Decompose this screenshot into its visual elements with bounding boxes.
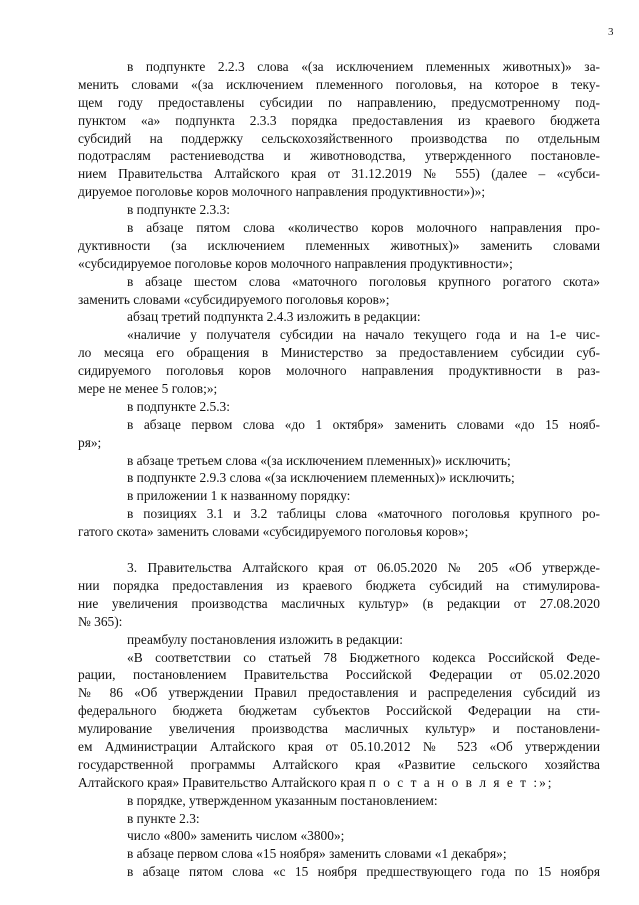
text-line-content: сидируемого поголовья коров молочного направления продуктивности в раз- [78,363,600,379]
text-line [78,308,600,326]
text-line-spaced: п о с т а н о в л я е т :»; [368,774,554,790]
text-line [78,237,600,255]
text-line-content: число «800» заменить числом «3800»; [127,828,345,844]
text-line [78,774,600,792]
text-line-content: щем году предоставлены субсидии по направлению, предусмотренному под- [78,94,600,110]
text-line [78,112,600,130]
text-line [78,255,600,273]
text-line-content: ря»; [78,434,102,450]
text-line [78,362,600,380]
text-line [78,666,600,684]
text-line-content: «В соответствии со статьей 78 Бюджетного кодекса Российской Феде- [127,649,600,665]
text-line-content: нием Правительства Алтайского края от 31.12.2019 № 555) (далее – «субси- [78,166,600,182]
text-line-content: «субсидируемое поголовье коров молочного направления продуктивности»; [78,255,513,271]
text-line [78,523,600,541]
text-line [78,631,600,649]
text-line [78,702,600,720]
text-line [78,559,600,577]
text-line-content: ние увеличения производства масличных культур» (в редакции от 27.08.2020 [78,595,600,611]
text-line [78,684,600,702]
text-line-content: в абзаце пятом слова «количество коров молочного направления про- [127,220,600,236]
text-line [78,452,600,470]
text-line-content: в подпункте 2.2.3 слова «(за исключением племенных животных)» за- [127,59,600,74]
text-line-content: в абзаце первом слова «15 ноября» заменить словами «1 декабря»; [127,846,507,862]
text-line [78,738,600,756]
text-line [78,380,600,398]
text-line [78,792,600,810]
text-line-content: в подпункте 2.9.3 слова «(за исключением племенных)» исключить; [127,470,515,486]
text-line [78,577,600,595]
document-body [78,58,600,881]
text-line [78,183,600,201]
text-line [78,810,600,828]
text-line [78,201,600,219]
text-line [78,756,600,774]
text-line [78,76,600,94]
text-line-content: абзац третий подпункта 2.4.3 изложить в редакции: [127,309,421,325]
text-line-content: в абзаце шестом слова «маточного поголовья крупного рогатого скота» [127,273,600,289]
text-line [78,505,600,523]
text-line-content: дируемое поголовье коров молочного направления продуктивности»)»; [78,184,486,200]
text-line-content: пунктом «а» подпункта 2.3.3 порядка предоставления из краевого бюджета [78,112,600,128]
text-line [78,94,600,112]
text-line-content: нии порядка предоставления из краевого бюджета субсидий на стимулирова- [78,577,600,593]
text-line [78,344,600,362]
page-number: 3 [608,26,614,38]
text-line [78,147,600,165]
text-line-content: № 86 «Об утверждении Правил предоставления и распределения субсидий из [78,685,600,701]
text-line [78,863,600,881]
text-line [78,487,600,505]
text-line [78,613,600,631]
text-line [78,720,600,738]
text-line-content: заменить словами «субсидируемого поголовья коров»; [78,291,390,307]
text-line-content: государственной программы Алтайского края «Развитие сельского хозяйства [78,756,600,772]
text-line-content: менить словами «(за исключением племенного поголовья, на которое в теку- [78,76,600,92]
text-line-content: в абзаце первом слова «до 1 октября» заменить словами «до 15 нояб- [127,416,600,432]
text-line-content: № 365): [78,613,123,629]
text-line [78,291,600,309]
text-line-content: федерального бюджета бюджетам субъектов Российской Федерации на сти- [78,703,600,719]
text-line-content: дуктивности (за исключением племенных животных)» заменить словами [78,237,600,253]
paragraph-gap [78,541,600,559]
text-line [78,165,600,183]
text-line [78,469,600,487]
text-line-content: преамбулу постановления изложить в редакции: [127,631,403,647]
text-line-content: ло месяца его обращения в Министерство за предоставлением субсидии суб- [78,345,600,361]
text-line [78,58,600,76]
text-line [78,595,600,613]
text-line [78,398,600,416]
text-line-content: в позициях 3.1 и 3.2 таблицы слова «маточного поголовья крупного ро- [127,506,600,522]
text-line [78,845,600,863]
text-line-content: в абзаце третьем слова «(за исключением племенных)» исключить; [127,452,511,468]
text-line-content: Алтайского края» Правительство Алтайского края [78,774,366,790]
text-line [78,326,600,344]
text-line-content: ем Администрации Алтайского края от 05.10.2012 № 523 «Об утверждении [78,738,600,754]
text-line-content: «наличие у получателя субсидии на начало текущего года и на 1-е чис- [127,327,600,343]
text-line-content: в пункте 2.3: [127,810,200,826]
text-line [78,649,600,667]
text-line-content: рации, постановлением Правительства Российской Федерации от 05.02.2020 [78,667,600,683]
text-line-content: в абзаце пятом слова «с 15 ноября предшествующего года по 15 ноября [127,864,600,880]
text-line-content: субсидий на поддержку сельскохозяйственного производства по отдельным [78,130,600,146]
text-line [78,273,600,291]
text-line [78,434,600,452]
text-line-content: мере не менее 5 голов;»; [78,381,218,397]
text-line-content: в приложении 1 к названному порядку: [127,488,351,504]
text-line [78,416,600,434]
text-line-content: мулирование увеличения производства масличных культур» и постановлени- [78,721,600,737]
text-line [78,130,600,148]
text-line-content: подотраслям растениеводства и животноводства, утвержденного постановле- [78,148,600,164]
text-line [78,827,600,845]
text-line-content: в подпункте 2.5.3: [127,398,230,414]
text-line-content: гатого скота» заменить словами «субсидируемого поголовья коров»; [78,524,469,540]
text-line [78,219,600,237]
text-line-content: в порядке, утвержденном указанным постановлением: [127,792,438,808]
text-line-content: в подпункте 2.3.3: [127,202,230,218]
text-line-content: 3. Правительства Алтайского края от 06.05.2020 № 205 «Об утвержде- [127,560,600,576]
